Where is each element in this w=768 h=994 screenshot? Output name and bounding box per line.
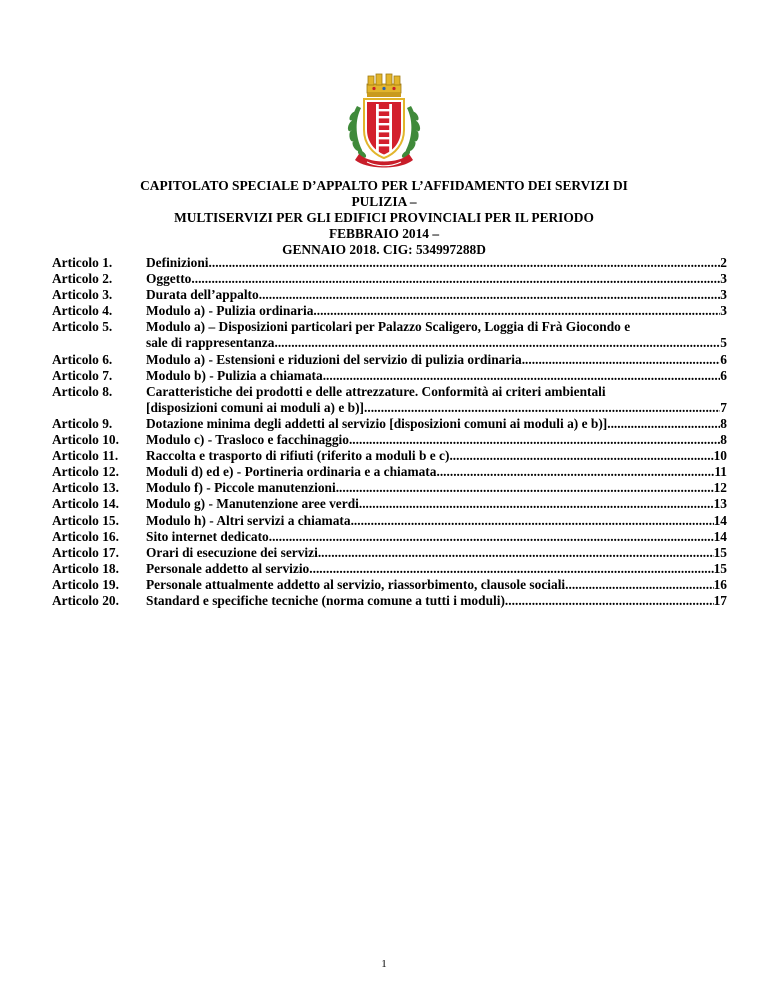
toc-dot-leader xyxy=(323,368,721,384)
toc-page-number[interactable]: 6 xyxy=(720,367,727,383)
toc-page-number[interactable]: 8 xyxy=(720,432,727,448)
toc-dot-leader xyxy=(318,545,714,561)
toc-entry-title: Orari di esecuzione dei servizi xyxy=(146,544,318,560)
toc-entry-title: Raccolta e trasporto di rifiuti (riferito a moduli b e c) xyxy=(146,448,450,464)
toc-entry[interactable] xyxy=(52,464,727,480)
toc-entry-line xyxy=(146,496,727,512)
toc-article-number: Articolo 13. xyxy=(52,480,119,496)
shield-icon xyxy=(364,99,404,158)
toc-entry-title: Modulo g) - Manutenzione aree verdi xyxy=(146,496,359,512)
toc-entry-body xyxy=(146,352,727,368)
toc-article-number: Articolo 6. xyxy=(52,351,113,367)
toc-entry[interactable] xyxy=(52,561,727,577)
toc-page-number[interactable]: 15 xyxy=(713,560,727,576)
toc-page-number[interactable]: 3 xyxy=(720,303,727,319)
toc-page-number[interactable]: 14 xyxy=(713,528,727,544)
toc-entry-title: sale di rappresentanza xyxy=(146,335,275,351)
toc-entry-body xyxy=(146,529,727,545)
crown-icon xyxy=(367,74,401,97)
toc-entry[interactable] xyxy=(52,432,727,448)
toc-entry-title: Dotazione minima degli addetti al servizio [disposizioni comuni ai moduli a) e b)] xyxy=(146,415,608,431)
toc-article-number: Articolo 5. xyxy=(52,319,113,335)
toc-entry-body xyxy=(146,416,727,432)
toc-entry[interactable] xyxy=(52,513,727,529)
toc-entry-line xyxy=(146,352,727,368)
toc-entry-title: Modulo h) - Altri servizi a chiamata xyxy=(146,512,351,528)
toc-entry-line xyxy=(146,464,727,480)
toc-entry-title: Caratteristiche dei prodotti e delle attrezzature. Conformità ai criteri ambientali xyxy=(146,383,606,399)
toc-article-number: Articolo 20. xyxy=(52,592,119,608)
toc-entry[interactable] xyxy=(52,416,727,432)
toc-entry-line xyxy=(146,335,727,351)
toc-article-number: Articolo 18. xyxy=(52,560,119,576)
toc-entry-line xyxy=(146,303,727,319)
toc-entry-line xyxy=(146,545,727,561)
toc-entry[interactable] xyxy=(52,287,727,303)
toc-entry-body xyxy=(146,271,727,287)
toc-article-number: Articolo 7. xyxy=(52,367,113,383)
toc-entry-body xyxy=(146,368,727,384)
toc-article-number: Articolo 15. xyxy=(52,512,119,528)
toc-entry-line xyxy=(146,368,727,384)
toc-entry-line xyxy=(146,255,727,271)
toc-dot-leader xyxy=(309,561,713,577)
toc-entry[interactable] xyxy=(52,271,727,287)
toc-entry-body xyxy=(146,287,727,303)
toc-article-number: Articolo 11. xyxy=(52,448,119,464)
toc-article-number: Articolo 19. xyxy=(52,576,119,592)
toc-dot-leader xyxy=(359,496,714,512)
toc-entry-line xyxy=(146,561,727,577)
toc-page-number[interactable]: 17 xyxy=(713,592,727,608)
toc-dot-leader xyxy=(505,593,714,609)
toc-entry-body xyxy=(146,448,727,464)
toc-entry-title: [disposizioni comuni ai moduli a) e b)] xyxy=(146,399,364,415)
toc-entry[interactable] xyxy=(52,255,727,271)
toc-article-number: Articolo 17. xyxy=(52,544,119,560)
toc-page-number[interactable]: 11 xyxy=(714,464,727,480)
toc-page-number[interactable]: 5 xyxy=(720,335,727,351)
toc-article-number: Articolo 14. xyxy=(52,496,119,512)
document-title-line-1: CAPITOLATO SPECIALE D’APPALTO PER L’AFFIDAMENTO DEI SERVIZI DI PULIZIA – xyxy=(140,178,628,209)
toc-page-number[interactable]: 8 xyxy=(720,415,727,431)
toc-page-number[interactable]: 10 xyxy=(713,448,727,464)
toc-entry-body xyxy=(146,593,727,609)
toc-entry-body xyxy=(146,255,727,271)
toc-entry-body xyxy=(146,577,727,593)
toc-page-number[interactable]: 7 xyxy=(720,399,727,415)
toc-entry-body xyxy=(146,545,727,561)
toc-entry-body xyxy=(146,480,727,496)
toc-page-number[interactable]: 3 xyxy=(720,271,727,287)
toc-entry[interactable] xyxy=(52,384,727,416)
toc-entry-line xyxy=(146,287,727,303)
document-title xyxy=(140,178,628,258)
toc-entry-title: Standard e specifiche tecniche (norma comune a tutti i moduli) xyxy=(146,592,505,608)
toc-entry-title: Sito internet dedicato xyxy=(146,528,269,544)
toc-entry-title: Definizioni xyxy=(146,255,209,270)
toc-entry-title: Personale attualmente addetto al servizio, riassorbimento, clausole sociali xyxy=(146,576,566,592)
toc-entry-line xyxy=(146,480,727,496)
toc-entry[interactable] xyxy=(52,545,727,561)
toc-entry-line xyxy=(146,577,727,593)
toc-article-number: Articolo 2. xyxy=(52,271,113,287)
toc-article-number: Articolo 16. xyxy=(52,528,119,544)
toc-article-number: Articolo 9. xyxy=(52,415,113,431)
toc-page-number[interactable]: 16 xyxy=(713,576,727,592)
page-number: 1 xyxy=(381,958,387,970)
toc-entry-title: Modulo a) - Estensioni e riduzioni del servizio di pulizia ordinaria xyxy=(146,351,522,367)
toc-article-number: Articolo 1. xyxy=(52,255,113,270)
toc-entry-line xyxy=(146,319,727,335)
toc-dot-leader xyxy=(274,335,720,351)
toc-dot-leader xyxy=(269,529,714,545)
toc-article-number: Articolo 10. xyxy=(52,432,119,448)
toc-entry-line xyxy=(146,448,727,464)
toc-article-number: Articolo 8. xyxy=(52,383,113,399)
toc-page-number[interactable]: 15 xyxy=(713,544,727,560)
toc-entry[interactable] xyxy=(52,529,727,545)
toc-entry-body xyxy=(146,319,727,351)
toc-entry-line xyxy=(146,400,727,416)
toc-entry-line xyxy=(146,432,727,448)
toc-page-number[interactable]: 14 xyxy=(713,512,727,528)
toc-dot-leader xyxy=(565,577,713,593)
toc-entry[interactable] xyxy=(52,352,727,368)
toc-entry-line xyxy=(146,384,727,400)
toc-dot-leader xyxy=(191,271,720,287)
toc-entry[interactable] xyxy=(52,480,727,496)
toc-dot-leader xyxy=(449,448,713,464)
toc-entry-line xyxy=(146,593,727,609)
toc-dot-leader xyxy=(336,480,714,496)
toc-entry[interactable] xyxy=(52,303,727,319)
toc-dot-leader xyxy=(364,400,720,416)
toc-dot-leader xyxy=(607,416,720,432)
toc-entry[interactable] xyxy=(52,577,727,593)
document-title-line-2: MULTISERVIZI PER GLI EDIFICI PROVINCIALI PER IL PERIODO FEBBRAIO 2014 – xyxy=(174,210,594,241)
toc-entry-title: Moduli d) ed e) - Portineria ordinaria e a chiamata xyxy=(146,464,437,480)
coat-of-arms-icon xyxy=(343,70,425,172)
toc-entry-title: Modulo a) – Disposizioni particolari per Palazzo Scaligero, Loggia di Frà Giocondo e xyxy=(146,319,631,335)
toc-dot-leader xyxy=(209,255,721,271)
toc-entry-body xyxy=(146,561,727,577)
toc-page-number[interactable]: 13 xyxy=(713,496,727,512)
document-title-line-3: GENNAIO 2018. CIG: 534997288D xyxy=(282,242,486,257)
table-of-contents xyxy=(52,255,727,609)
toc-dot-leader xyxy=(313,303,720,319)
toc-entry-body xyxy=(146,464,727,480)
toc-entry-body xyxy=(146,496,727,512)
toc-entry-line xyxy=(146,416,727,432)
toc-entry[interactable] xyxy=(52,319,727,351)
toc-dot-leader xyxy=(436,464,714,480)
toc-entry-title: Modulo c) - Trasloco e facchinaggio xyxy=(146,432,349,448)
toc-entry-line xyxy=(146,271,727,287)
toc-entry[interactable] xyxy=(52,448,727,464)
toc-entry-title: Personale addetto al servizio xyxy=(146,560,310,576)
toc-entry-title: Durata dell’appalto xyxy=(146,287,259,303)
toc-article-number: Articolo 3. xyxy=(52,287,113,303)
toc-dot-leader xyxy=(349,432,720,448)
toc-entry[interactable] xyxy=(52,368,727,384)
toc-entry-title: Modulo a) - Pulizia ordinaria xyxy=(146,303,314,319)
toc-dot-leader xyxy=(522,352,721,368)
toc-entry[interactable] xyxy=(52,496,727,512)
toc-entry-body xyxy=(146,513,727,529)
toc-article-number: Articolo 4. xyxy=(52,303,113,319)
toc-entry-line xyxy=(146,513,727,529)
toc-page-number[interactable]: 3 xyxy=(720,287,727,303)
toc-entry-title: Modulo f) - Piccole manutenzioni xyxy=(146,480,336,496)
toc-entry-body xyxy=(146,384,727,416)
toc-page-number[interactable]: 2 xyxy=(720,255,727,270)
toc-page-number[interactable]: 12 xyxy=(713,480,727,496)
toc-article-number: Articolo 12. xyxy=(52,464,119,480)
toc-entry-line xyxy=(146,529,727,545)
toc-entry[interactable] xyxy=(52,593,727,609)
toc-entry-title: Modulo b) - Pulizia a chiamata xyxy=(146,367,323,383)
toc-page-number[interactable]: 6 xyxy=(720,351,727,367)
toc-entry-body xyxy=(146,432,727,448)
toc-entry-title: Oggetto xyxy=(146,271,192,287)
toc-dot-leader xyxy=(351,513,714,529)
toc-dot-leader xyxy=(259,287,721,303)
toc-entry-body xyxy=(146,303,727,319)
